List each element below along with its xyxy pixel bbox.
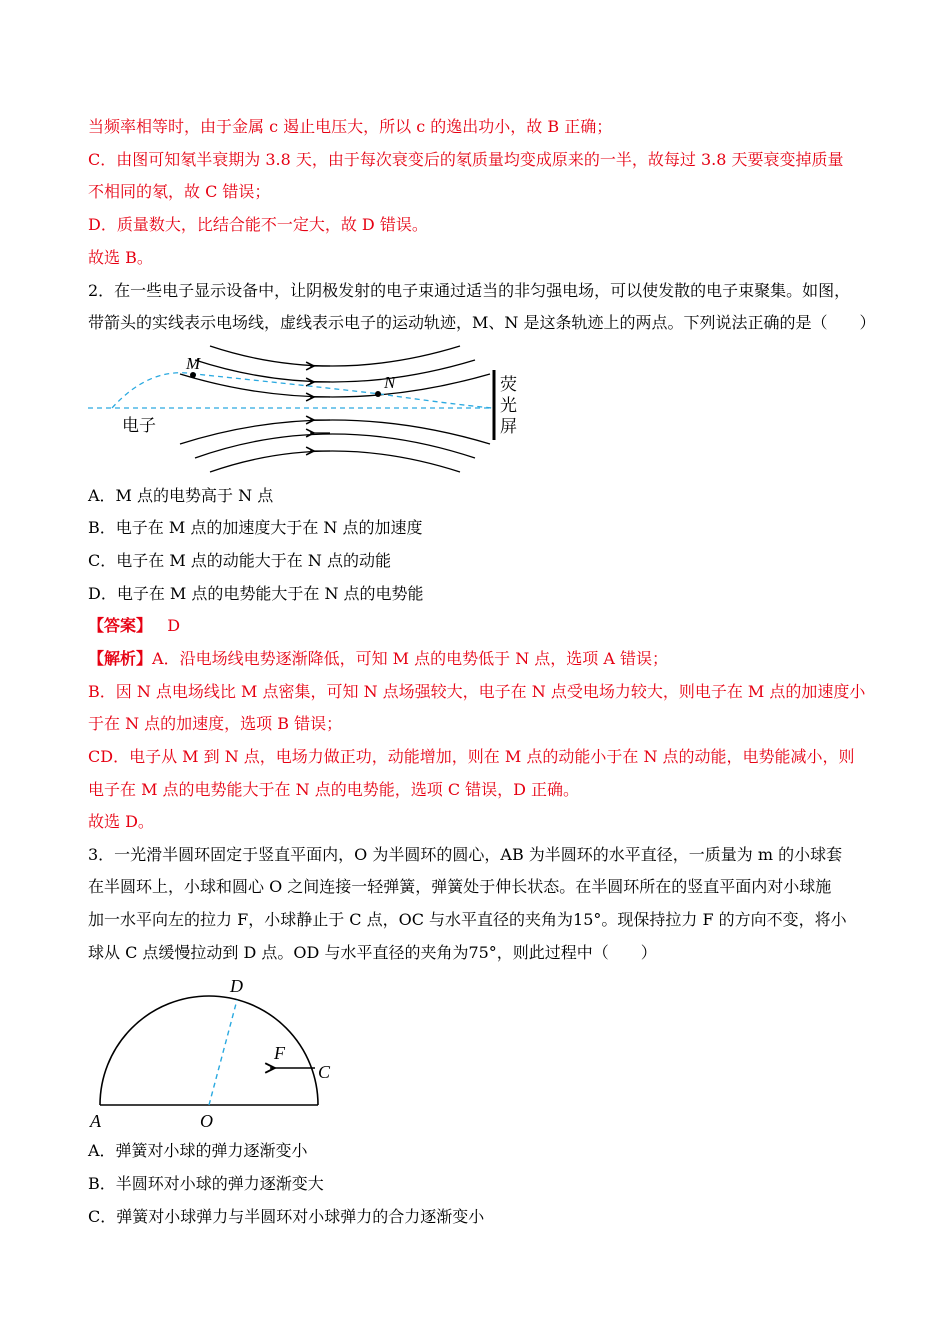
q3-option-c: C．弹簧对小球弹力与半圆环对小球弹力的合力逐渐变小 (88, 1207, 485, 1226)
field-line (180, 374, 490, 397)
label-f: F (274, 1043, 285, 1063)
semicircle-ring (100, 996, 318, 1105)
semicircle-figure (80, 972, 350, 1132)
field-line (210, 451, 460, 472)
screen-label: 荧 (500, 375, 517, 394)
solution-line: D．质量数大，比结合能不一定大，故 D 错误。 (88, 215, 428, 234)
q3-stem: 3．一光滑半圆环固定于竖直平面内，O 为半圆环的圆心，AB 为半圆环的水平直径，一质量为 m 的小球套 (88, 845, 843, 864)
analysis-line: 电子在 M 点的电势能大于在 N 点的电势能，选项 C 错误，D 正确。 (88, 780, 580, 799)
analysis-line (88, 649, 878, 669)
answer-tag: 【答案】 (88, 616, 153, 635)
q2-stem: 2．在一些电子显示设备中，让阴极发射的电子束通过适当的非匀强电场，可以使发散的电子束聚集。如图， (88, 281, 851, 300)
q2-option-b: B．电子在 M 点的加速度大于在 N 点的加速度 (88, 518, 423, 537)
label-electron: 电子 (122, 416, 156, 435)
label-d: D (230, 976, 243, 996)
analysis-line: 于在 N 点的加速度，选项 B 错误； (88, 714, 343, 733)
spring-od (209, 1000, 237, 1105)
label-n: N (384, 373, 396, 392)
solution-conclusion: 故选 B。 (88, 248, 153, 267)
field-line (180, 420, 490, 444)
answer-line (88, 616, 878, 636)
analysis-line: CD．电子从 M 到 N 点，电场力做正功，动能增加，则在 M 点的动能小于在 N 点的动能，电势能减小，则 (88, 747, 855, 766)
analysis-text: A．沿电场线电势逐渐降低，可知 M 点的电势低于 N 点，选项 A 错误； (152, 649, 669, 668)
analysis-line: B．因 N 点电场线比 M 点密集，可知 N 点场强较大，电子在 N 点受电场力较大，则电子在 M 点的加速度小 (88, 682, 866, 701)
solution-line: 不相同的氡，故 C 错误； (88, 182, 271, 201)
screen-label: 光 (500, 396, 517, 415)
electric-field-figure (80, 338, 540, 478)
q3-option-a: A．弹簧对小球的弹力逐渐变小 (88, 1141, 308, 1160)
answer-value: D (167, 616, 181, 635)
analysis-tag: 【解析】 (88, 649, 153, 668)
electron-trajectory (112, 373, 492, 408)
q3-stem: 加一水平向左的拉力 F，小球静止于 C 点，OC 与水平直径的夹角为15°。现保持拉力 F 的方向不变，将小 (88, 910, 847, 929)
q3-stem: 在半圆环上，小球和圆心 O 之间连接一轻弹簧，弹簧处于伸长状态。在半圆环所在的竖直平面内对小球施 (88, 877, 832, 896)
q3-stem: 球从 C 点缓慢拉动到 D 点。OD 与水平直径的夹角为75°，则此过程中（ ） (88, 943, 657, 962)
field-line (195, 434, 475, 458)
field-line (210, 346, 460, 366)
q2-option-a: A．M 点的电势高于 N 点 (88, 486, 274, 505)
label-m: M (186, 354, 201, 373)
solution-line: C．由图可知氡半衰期为 3.8 天，由于每次衰变后的氡质量均变成原来的一半，故每过 3.8 天要衰变掉质量 (88, 150, 844, 169)
label-a: A (90, 1111, 101, 1131)
q3-option-b: B．半圆环对小球的弹力逐渐变大 (88, 1174, 324, 1193)
q2-option-d: D．电子在 M 点的电势能大于在 N 点的电势能 (88, 584, 424, 603)
point-n (375, 391, 381, 397)
analysis-conclusion: 故选 D。 (88, 812, 154, 831)
screen-label: 屏 (500, 417, 517, 436)
label-c: C (318, 1062, 331, 1082)
q2-stem: 带箭头的实线表示电场线，虚线表示电子的运动轨迹，M、N 是这条轨迹上的两点。下列说法正确的是（ ） (88, 313, 876, 332)
q2-option-c: C．电子在 M 点的动能大于在 N 点的动能 (88, 551, 391, 570)
solution-line: 当频率相等时，由于金属 c 遏止电压大，所以 c 的逸出功小，故 B 正确； (88, 117, 613, 136)
label-o: O (200, 1111, 213, 1131)
